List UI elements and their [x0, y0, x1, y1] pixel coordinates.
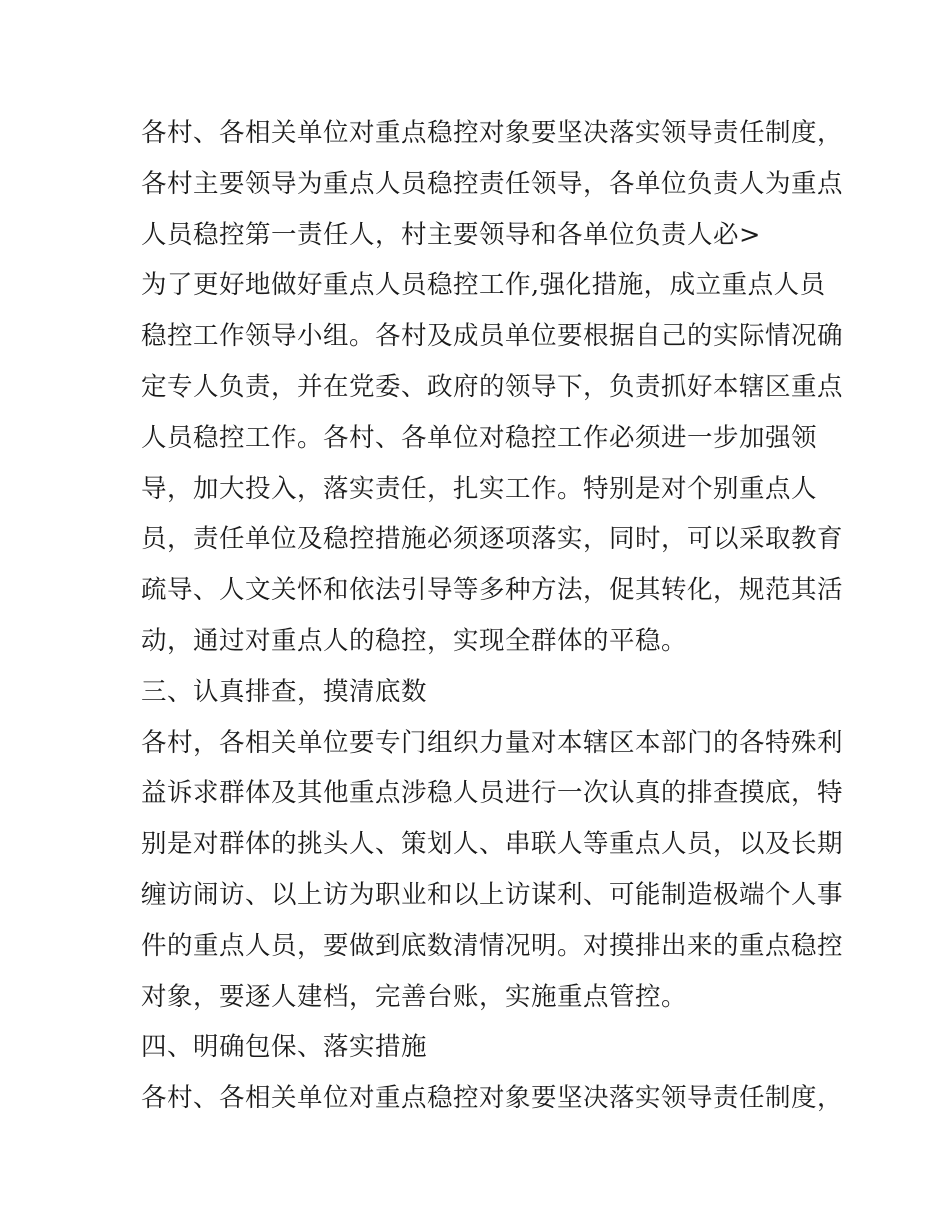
text-line: 各村主要领导为重点人员稳控责任领导，各单位负责人为重点	[141, 168, 844, 199]
text-line: 导，加大投入，落实责任，扎实工作。特别是对个别重点人	[141, 473, 818, 504]
text-line: 人员稳控工作。各村、各单位对稳控工作必须进一步加强领	[141, 422, 818, 453]
text-line: 件的重点人员，要做到底数清情况明。对摸排出来的重点稳控	[141, 930, 844, 961]
section-heading: 四、明确包保、落实措施	[141, 1032, 428, 1063]
text-line: 对象，要逐人建档，完善台账，实施重点管控。	[141, 981, 688, 1012]
text-line: 定专人负责，并在党委、政府的领导下，负责抓好本辖区重点	[141, 371, 844, 402]
section-heading: 三、认真排查，摸清底数	[141, 676, 428, 707]
body-text	[141, 108, 844, 1124]
text-line: 各村、各相关单位对重点稳控对象要坚决落实领导责任制度，	[141, 118, 844, 148]
text-line: 动，通过对重点人的稳控，实现全群体的平稳。	[141, 625, 688, 656]
text-line: 各村、各相关单位对重点稳控对象要坚决落实领导责任制度，	[141, 1083, 844, 1114]
text-line: 稳控工作领导小组。各村及成员单位要根据自己的实际情况确	[141, 321, 844, 352]
text-line: 各村，各相关单位要专门组织力量对本辖区本部门的各特殊利	[141, 727, 844, 758]
text-line: 员，责任单位及稳控措施必须逐项落实，同时，可以采取教育	[141, 524, 844, 555]
text-line: 别是对群体的挑头人、策划人、串联人等重点人员，以及长期	[141, 829, 844, 860]
text-line: 疏导、人文关怀和依法引导等多种方法，促其转化，规范其活	[141, 575, 844, 606]
text-line: 人员稳控第一责任人，村主要领导和各单位负责人必>	[141, 219, 761, 250]
text-line: 缠访闹访、以上访为职业和以上访谋利、可能制造极端个人事	[141, 879, 844, 910]
text-line: 益诉求群体及其他重点涉稳人员进行一次认真的排查摸底，特	[141, 778, 844, 809]
text-line: 为了更好地做好重点人员稳控工作,强化措施，成立重点人员	[141, 270, 826, 301]
